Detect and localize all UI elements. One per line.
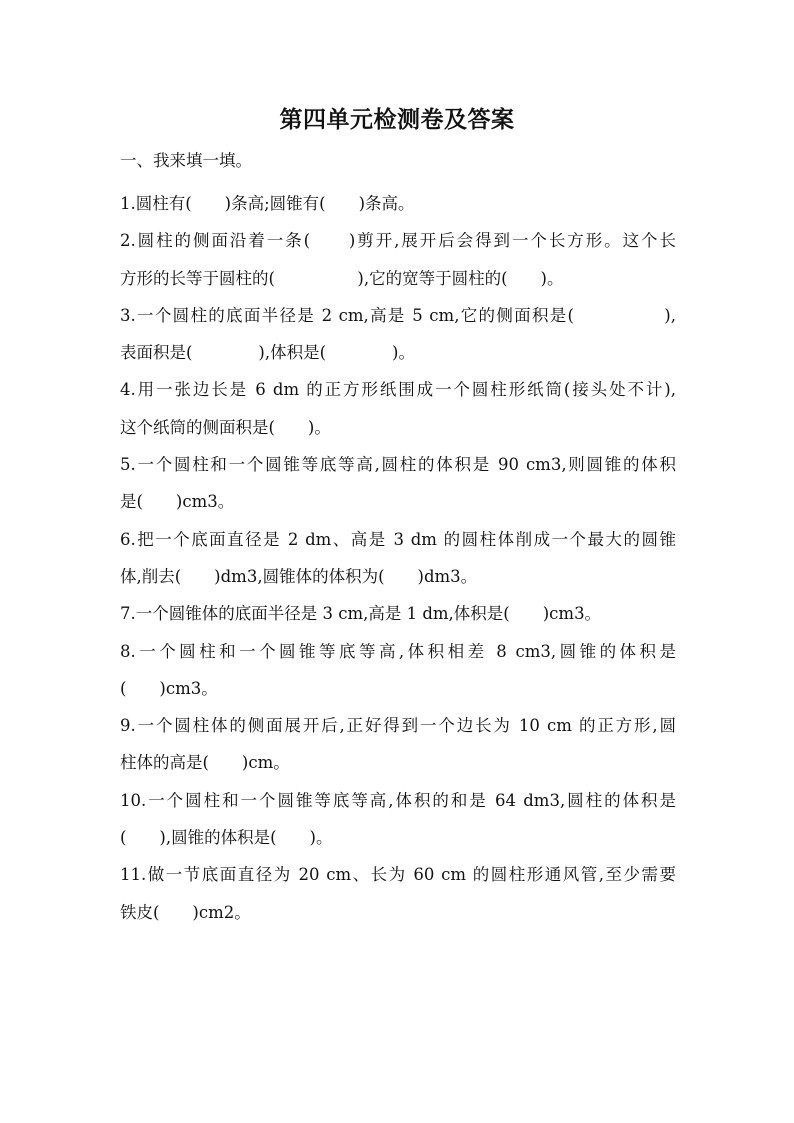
question-item	[120, 222, 676, 297]
document-title: 第四单元检测卷及答案	[279, 107, 515, 133]
question-line: 6.把一个底面直径是 2 dm、高是 3 dm 的圆柱体削成一个最大的圆锥	[120, 529, 676, 549]
question-line: 8.一个圆柱和一个圆锥等底等高,体积相差 8 cm3,圆锥的体积是	[120, 641, 676, 661]
question-line: 1.圆柱有( )条高;圆锥有( )条高。	[120, 194, 415, 213]
question-item	[120, 371, 676, 446]
question-line: 7.一个圆锥体的底面半径是 3 cm,高是 1 dm,体积是( )cm3。	[120, 604, 602, 624]
question-line: 体,削去( )dm3,圆锥体的体积为( )dm3。	[120, 566, 478, 586]
question-line: 2.圆柱的侧面沿着一条( )剪开,展开后会得到一个长方形。这个长	[120, 231, 676, 251]
question-line: 10.一个圆柱和一个圆锥等底等高,体积的和是 64 dm3,圆柱的体积是	[120, 790, 676, 810]
question-item	[120, 446, 676, 521]
question-line: 方形的长等于圆柱的( ),它的宽等于圆柱的( )。	[120, 268, 564, 288]
section-heading: 一、我来填一填。	[120, 151, 252, 170]
question-line: 是( )cm3。	[120, 492, 235, 512]
question-line: 这个纸筒的侧面积是( )。	[120, 417, 331, 437]
question-line: 表面积是( ),体积是( )。	[120, 343, 415, 363]
question-item	[120, 297, 676, 372]
question-line: 柱体的高是( )cm。	[120, 753, 290, 773]
question-line: 4.用一张边长是 6 dm 的正方形纸围成一个圆柱形纸筒(接头处不计),	[120, 380, 676, 400]
question-line: 9.一个圆柱体的侧面展开后,正好得到一个边长为 10 cm 的正方形,圆	[120, 716, 676, 736]
question-item	[120, 595, 676, 632]
question-item	[120, 782, 676, 857]
question-item	[120, 856, 676, 931]
question-item	[120, 521, 676, 596]
question-line: ( )cm3。	[120, 678, 218, 698]
question-line: 11.做一节底面直径为 20 cm、长为 60 cm 的圆柱形通风管,至少需要	[120, 865, 676, 885]
question-line: ( ),圆锥的体积是( )。	[120, 828, 333, 848]
question-item	[120, 707, 676, 782]
question-list	[120, 185, 676, 931]
question-item	[120, 185, 676, 222]
question-item	[120, 633, 676, 708]
question-line: 铁皮( )cm2。	[120, 902, 251, 922]
question-line: 5.一个圆柱和一个圆锥等底等高,圆柱的体积是 90 cm3,则圆锥的体积	[120, 455, 676, 475]
question-line: 3.一个圆柱的底面半径是 2 cm,高是 5 cm,它的侧面积是( ),	[120, 305, 676, 325]
